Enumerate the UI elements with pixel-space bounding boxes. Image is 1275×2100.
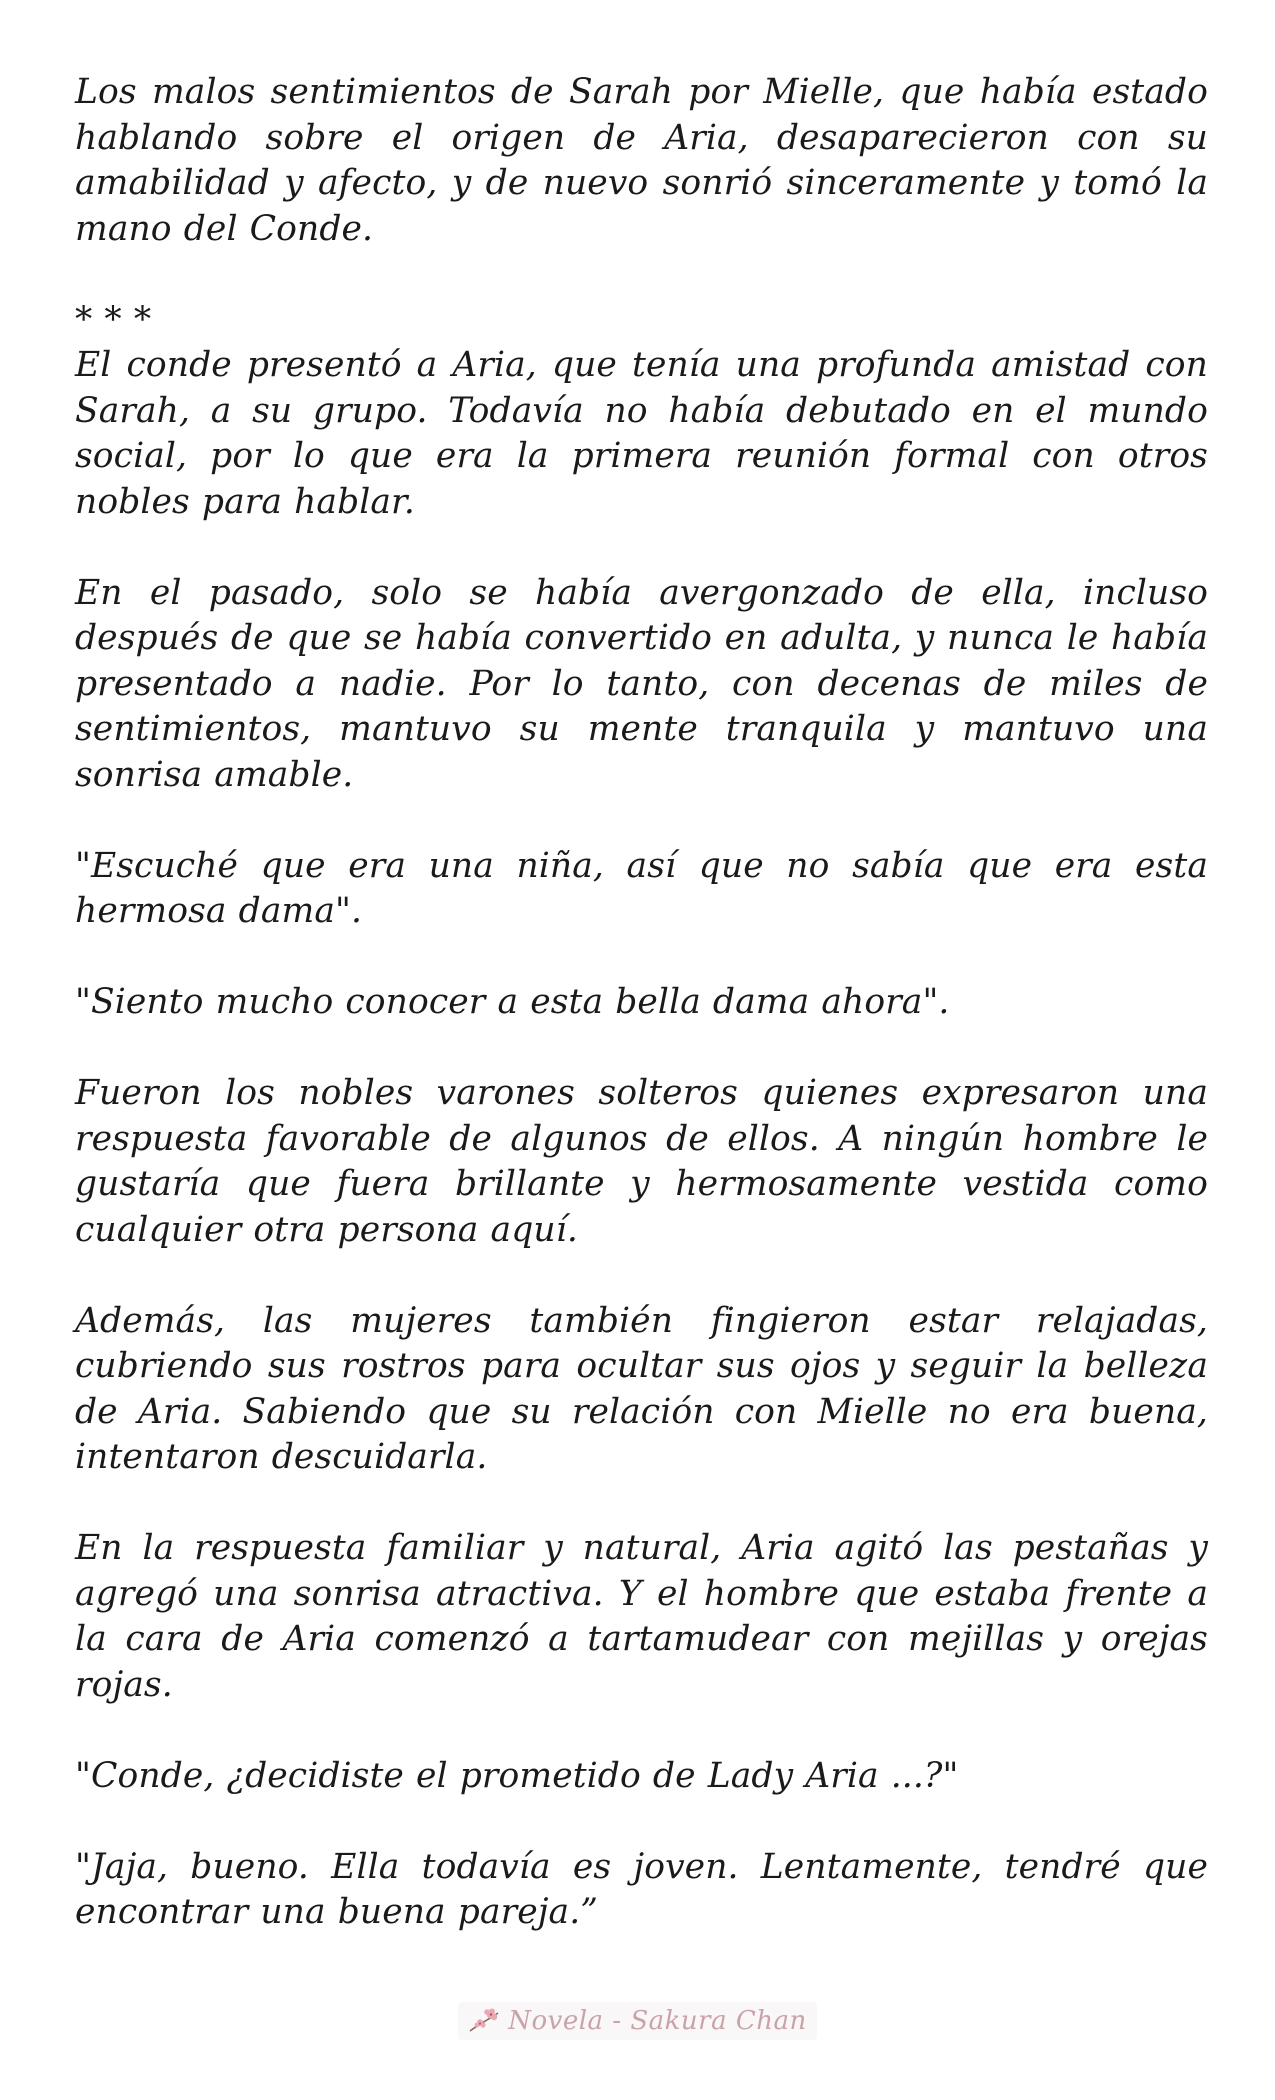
paragraph-2: El conde presentó a Aria, que tenía una profunda amistad con Sarah, a su grupo. Todavía no había debutado en el mundo social, por lo que era la primera reunión formal con otros nobles para hablar. [75, 345, 1208, 522]
paragraph-1: Los malos sentimientos de Sarah por Mielle, que había estado hablando sobre el origen de Aria, desaparecieron con su amabilidad y afecto, y de nuevo sonrió sinceramente y tomó la mano del Conde. [75, 72, 1208, 249]
dialogue-4: "Jaja, bueno. Ella todavía es joven. Lentamente, tendré que encontrar una buena pareja.” [75, 1846, 1208, 1932]
paragraph-6: En la respuesta familiar y natural, Aria agitó las pestañas y agregó una sonrisa atractiva. Y el hombre que estaba frente a la cara de Aria comenzó a tartamudear con mejillas y orejas rojas. [75, 1528, 1208, 1705]
paragraph-3: En el pasado, solo se había avergonzado de ella, incluso después de que se había convertido en adulta, y nunca le había presentado a nadie. Por lo tanto, con decenas de miles de sentimientos, mantuvo su mente tranquila y mantuvo una sonrisa amable. [75, 572, 1208, 795]
watermark-badge [458, 2002, 817, 2040]
paragraph-5: Además, las mujeres también fingieron estar relajadas, cubriendo sus rostros para ocultar sus ojos y seguir la belleza de Aria. Sabiendo que su relación con Mielle no era buena, intentaron descuidarla. [75, 1300, 1208, 1477]
document-body [75, 70, 1208, 1936]
dialogue-1: "Escuché que era una niña, así que no sabía que era esta hermosa dama". [75, 845, 1208, 931]
watermark [0, 1996, 1275, 2046]
watermark-text: Novela - Sakura Chan [508, 2006, 807, 2036]
paragraph-4: Fueron los nobles varones solteros quienes expresaron una respuesta favorable de algunos de ellos. A ningún hombre le gustaría que fuera brillante y hermosamente vestida como cualquier otra persona aquí. [75, 1073, 1208, 1250]
sakura-branch-icon [468, 2007, 502, 2035]
dialogue-2: "Siento mucho conocer a esta bella dama ahora". [75, 982, 950, 1022]
scene-break: * * * [75, 299, 152, 340]
dialogue-3: "Conde, ¿decidiste el prometido de Lady Aria ...?" [75, 1755, 959, 1796]
